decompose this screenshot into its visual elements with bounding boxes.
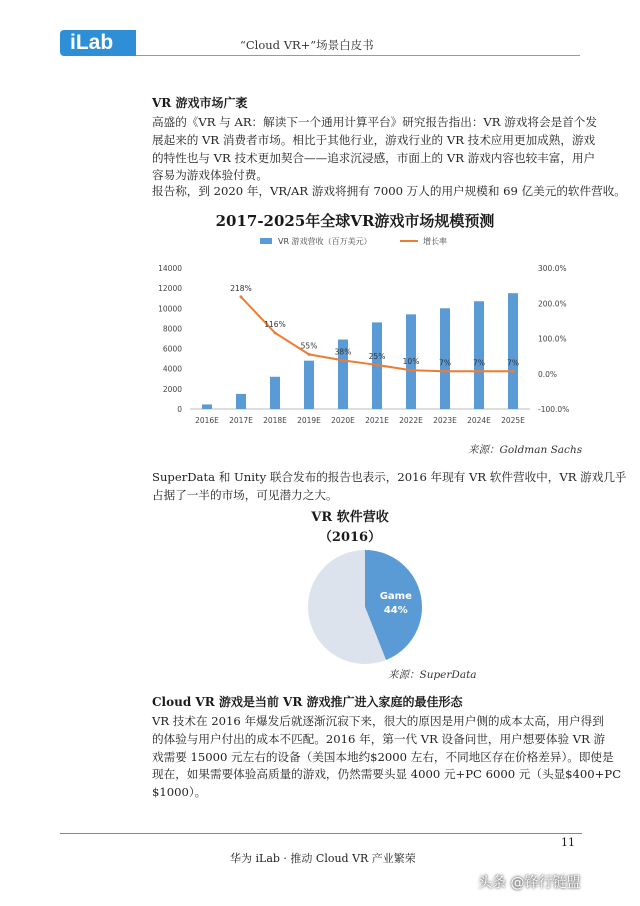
paragraph-report-forecast: 报告称，到 2020 年，VR/AR 游戏将拥有 7000 万人的用户规模和 69 亿美元的软件营收。 (152, 184, 626, 198)
growth-data-label: 7% (507, 358, 519, 368)
growth-data-label: 25% (368, 351, 386, 361)
growth-data-label: 7% (473, 358, 485, 368)
paragraph-line: 容易为游戏体验付费。 (152, 168, 268, 183)
section-heading-vr-game-market: VR 游戏市场广袤 (152, 96, 248, 110)
paragraph-line: $1000）。 (152, 785, 207, 800)
x-axis-tick: 2016E (195, 416, 219, 425)
x-axis-tick: 2024E (467, 416, 491, 425)
left-axis-tick: 2000 (162, 384, 182, 394)
legend-label-growth: 增长率 (423, 237, 447, 246)
footer-divider (60, 833, 582, 834)
revenue-growth-chart (150, 232, 590, 437)
paragraph-line: SuperData 和 Unity 联合发布的报告也表示，2016 年现有 VR 软件营收中，VR 游戏几乎 (152, 470, 627, 484)
x-axis-tick: 2021E (365, 416, 389, 425)
x-axis-tick: 2025E (501, 416, 525, 425)
growth-point-2017E (240, 295, 243, 298)
paragraph-line: 的特性也与 VR 技术更加契合——追求沉浸感，市面上的 VR 游戏内容也较丰富，用户 (152, 150, 596, 165)
growth-data-label: 55% (300, 341, 318, 351)
right-axis-tick: 200.0% (538, 299, 567, 309)
paragraph-vr-cost (152, 713, 621, 802)
growth-data-label: 218% (230, 283, 252, 293)
bar-revenue-2025E (508, 293, 518, 409)
bar-revenue-2016E (202, 404, 212, 409)
growth-data-label: 116% (264, 319, 286, 329)
paragraph-line: 高盛的《VR 与 AR：解读下一个通用计算平台》研究报告指出：VR 游戏将会是首个发 (152, 115, 597, 129)
paragraph-line: 的体验与用户付出的成本不匹配。2016 年，第一代 VR 设备问世，用户想要体验 VR 游 (152, 731, 606, 746)
ilab-logo: iLab (60, 30, 136, 56)
left-axis-tick: 8000 (162, 324, 182, 334)
paragraph-line: 戏需要 15000 元左右的设备（美国本地约$2000 左右，不同地区存在价格差异）。即使是 (152, 749, 614, 764)
paragraph-line: 现在，如果需要体验高质量的游戏，仍然需要头显 4000 元+PC 6000 元（头显$400+PC (152, 767, 622, 782)
growth-point-2018E (274, 331, 277, 334)
growth-data-label: 7% (439, 358, 451, 368)
bar-revenue-2024E (474, 301, 484, 409)
pie-label-name: Game (379, 591, 412, 603)
legend-label-revenue: VR 游戏营收（百万美元） (278, 237, 372, 246)
left-axis-tick: 6000 (162, 344, 182, 354)
chart-source: 来源：Goldman Sachs (468, 444, 583, 456)
x-axis-tick: 2022E (399, 416, 423, 425)
left-axis-tick: 4000 (162, 364, 182, 374)
paragraph-line: VR 技术在 2016 年爆发后就逐渐沉寂下来，很大的原因是用户侧的成本太高，用户得到 (152, 714, 604, 728)
page-number: 11 (561, 836, 575, 849)
right-axis-tick: 0.0% (538, 369, 558, 379)
growth-point-2025E (512, 370, 515, 373)
watermark: 头条 @锋行链盟 (478, 875, 581, 891)
legend-swatch-revenue (260, 238, 272, 244)
bar-revenue-2019E (304, 361, 314, 409)
growth-point-2019E (308, 353, 311, 356)
pie-label-value: 44% (383, 605, 408, 617)
paragraph-superdata (152, 469, 627, 505)
growth-point-2020E (342, 359, 345, 362)
x-axis-tick: 2020E (331, 416, 355, 425)
header-divider (136, 55, 580, 56)
left-axis-tick: 0 (177, 405, 182, 414)
paragraph-line: 占据了一半的市场，可见潜力之大。 (152, 487, 338, 502)
left-axis-tick: 12000 (158, 284, 182, 294)
header-title: “Cloud VR+”场景白皮书 (240, 38, 374, 52)
x-axis-tick: 2017E (229, 416, 253, 425)
pie-title-text: VR 软件营收 (311, 510, 389, 525)
vr-software-revenue-pie (300, 545, 430, 670)
left-axis-tick: 14000 (158, 264, 182, 273)
pie-chart-title (260, 508, 440, 548)
growth-point-2021E (376, 363, 379, 366)
growth-point-2024E (478, 370, 481, 373)
bar-revenue-2018E (270, 377, 280, 409)
x-axis-tick: 2018E (263, 416, 287, 425)
chart-title: 2017-2025年全球VR游戏市场规模预测 (215, 212, 495, 230)
left-axis-tick: 10000 (158, 304, 182, 314)
section-heading-cloud-vr: Cloud VR 游戏是当前 VR 游戏推广进入家庭的最佳形态 (152, 695, 463, 709)
paragraph-goldman-report (152, 114, 597, 185)
growth-data-label: 10% (402, 357, 420, 367)
paragraph-line: 展起来的 VR 消费者市场。相比于其他行业，游戏行业的 VR 技术应用更加成熟，游戏 (152, 132, 596, 147)
x-axis-tick: 2019E (297, 416, 321, 425)
pie-subtitle-text: （2016） (318, 530, 382, 545)
right-axis-tick: 300.0% (538, 264, 567, 273)
x-axis-tick: 2023E (433, 416, 457, 425)
footer-text: 华为 iLab · 推动 Cloud VR 产业繁荣 (230, 852, 416, 865)
right-axis-tick: -100.0% (538, 405, 570, 414)
right-axis-tick: 100.0% (538, 334, 567, 344)
growth-point-2023E (444, 370, 447, 373)
growth-point-2022E (410, 369, 413, 372)
pie-source: 来源：SuperData (388, 669, 477, 681)
growth-data-label: 38% (334, 347, 352, 357)
bar-revenue-2017E (236, 394, 246, 409)
